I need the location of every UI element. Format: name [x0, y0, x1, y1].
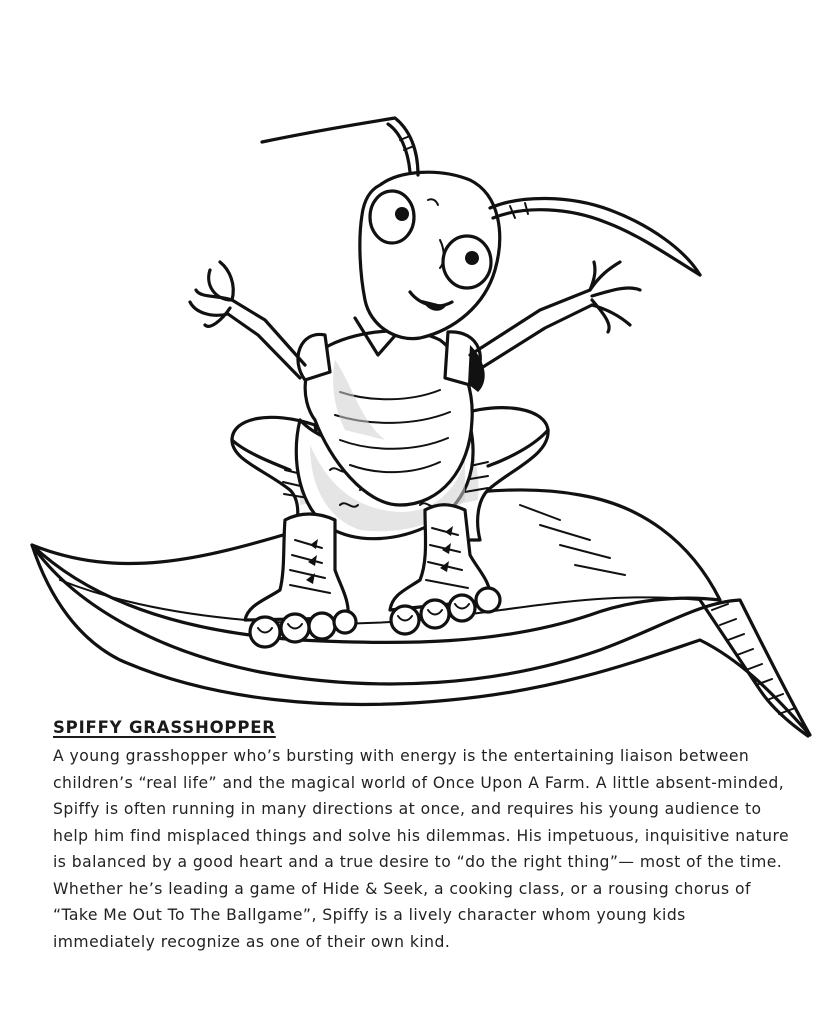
- character-description: A young grasshopper who’s bursting with energy is the entertaining liaison between children’s “real life” and the magical world of Once Upon A Farm. A little absent-minded, Spiffy is often running in many directions at once, and requires his young audience to help him find misplaced things and solve his dilemmas. His impetuous, inquisitive nature is balanced by a good heart and a true desire to “do the right thing”— most of the time. Whether he’s leading a game of Hide & Seek, a cooking class, or a rousing chorus of “Take Me Out To The Ballgame”, Spiffy is a lively character whom young kids immediately recognize as one of their own kind.: [53, 747, 790, 951]
- character-name-heading: SPIFFY GRASSHOPPER: [53, 718, 276, 737]
- head-drawing: [262, 118, 700, 339]
- character-caption: [53, 717, 793, 955]
